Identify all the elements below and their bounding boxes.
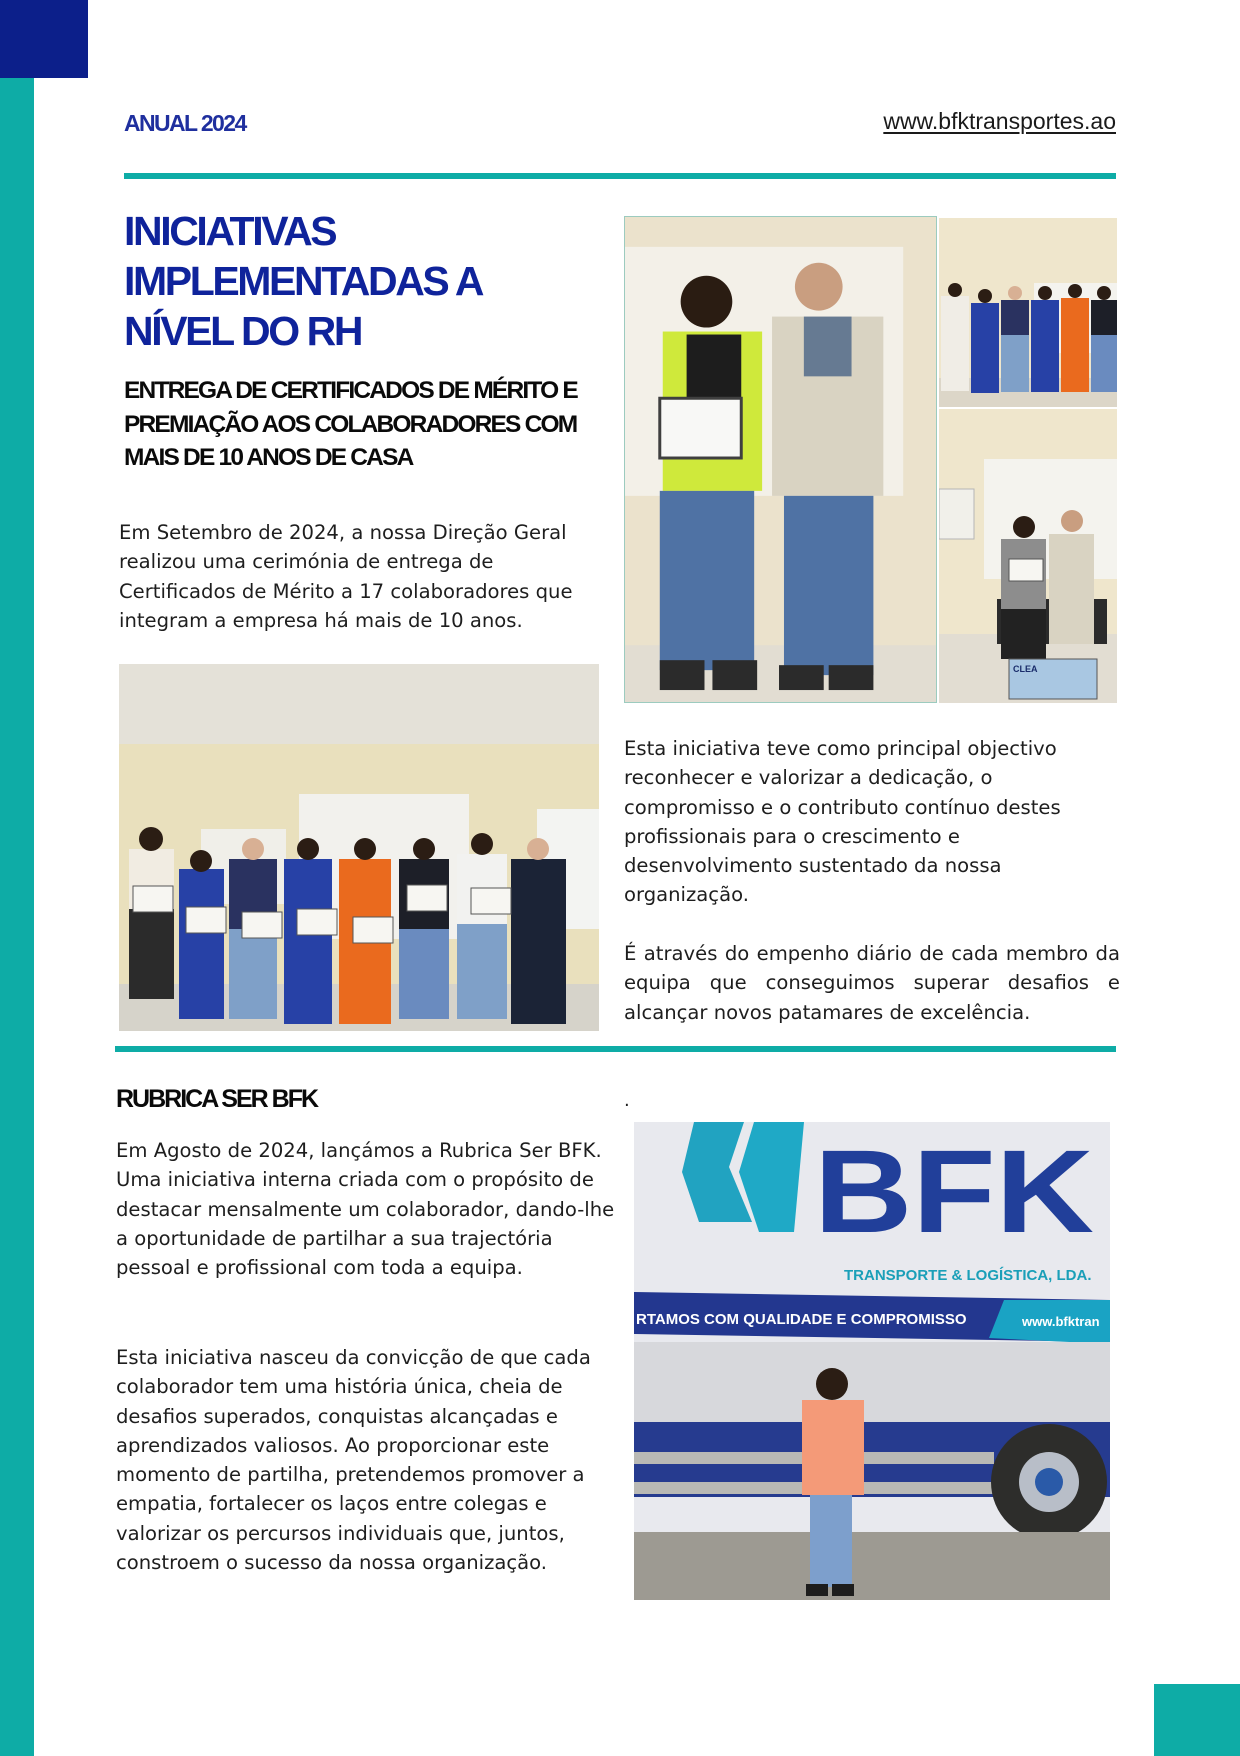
- rubrica-paragraph-1: Em Agosto de 2024, lançámos a Rubrica Ser BFK. Uma iniciativa interna criada com o propósito de destacar mensalmente um colaborador, dando-lhe a oportunidade de partilhar a sua trajectória pessoal e profissional com toda a equipa.: [116, 1139, 615, 1280]
- section-subtitle: ENTREGA DE CERTIFICADOS DE MÉRITO E PREMIAÇÃO AOS COLABORADORES COM MAIS DE 10 ANOS DE CASA: [124, 377, 577, 471]
- stray-mark: .: [624, 1090, 630, 1111]
- group-with-certificates-photo: [939, 218, 1117, 407]
- truck-web-text: www.bfktran: [1022, 1314, 1100, 1329]
- commitment-paragraph: É através do empenho diário de cada membro da equipa que conseguimos superar desafios e alcançar novos patamares de excelência.: [624, 942, 1120, 1024]
- certificate-handover-photo: [624, 216, 937, 703]
- truck-employee-photo: [634, 1122, 1110, 1600]
- page-title: INICIATIVAS IMPLEMENTADAS A NÍVEL DO RH: [124, 208, 481, 354]
- truck-logo-text: BFK: [814, 1126, 1094, 1258]
- report-label: ANUAL 2024: [124, 110, 246, 136]
- truck-slogan-text: RTAMOS COM QUALIDADE E COMPROMISSO: [636, 1311, 967, 1328]
- rubrica-paragraph-2: Esta iniciativa nasceu da convicção de que cada colaborador tem uma história única, cheia de desafios superados, conquistas alcançadas e aprendizados valiosos. Ao proporcionar este momento de partilha, pretendemos promover a empatia, fortalecer os laços entre colegas e valorizar os percursos individuais que, juntos, constroem o sucesso da nossa organização.: [116, 1346, 591, 1575]
- objective-paragraph: Esta iniciativa teve como principal objectivo reconhecer e valorizar a dedicação, o compromisso e o contributo contínuo destes profissionais para o crescimento e desenvolvimento sustentado da nossa organização.: [624, 737, 1061, 907]
- award-tv-prize-photo: [939, 409, 1117, 703]
- corner-block-navy: [0, 0, 88, 78]
- header-divider: [124, 173, 1116, 179]
- corner-block-teal: [1154, 1684, 1240, 1756]
- tv-brand-label: CLEA: [1013, 664, 1038, 674]
- side-bar-teal: [0, 78, 34, 1756]
- group-photo: [119, 664, 599, 1031]
- section-divider: [115, 1046, 1116, 1052]
- intro-paragraph: Em Setembro de 2024, a nossa Direção Geral realizou uma cerimónia de entrega de Certificados de Mérito a 17 colaboradores que integram a empresa há mais de 10 anos.: [119, 521, 573, 632]
- section-title-rubrica: RUBRICA SER BFK: [116, 1085, 318, 1113]
- website-link[interactable]: www.bfktransportes.ao: [883, 108, 1116, 134]
- truck-company-text: TRANSPORTE & LOGÍSTICA, LDA.: [844, 1267, 1092, 1284]
